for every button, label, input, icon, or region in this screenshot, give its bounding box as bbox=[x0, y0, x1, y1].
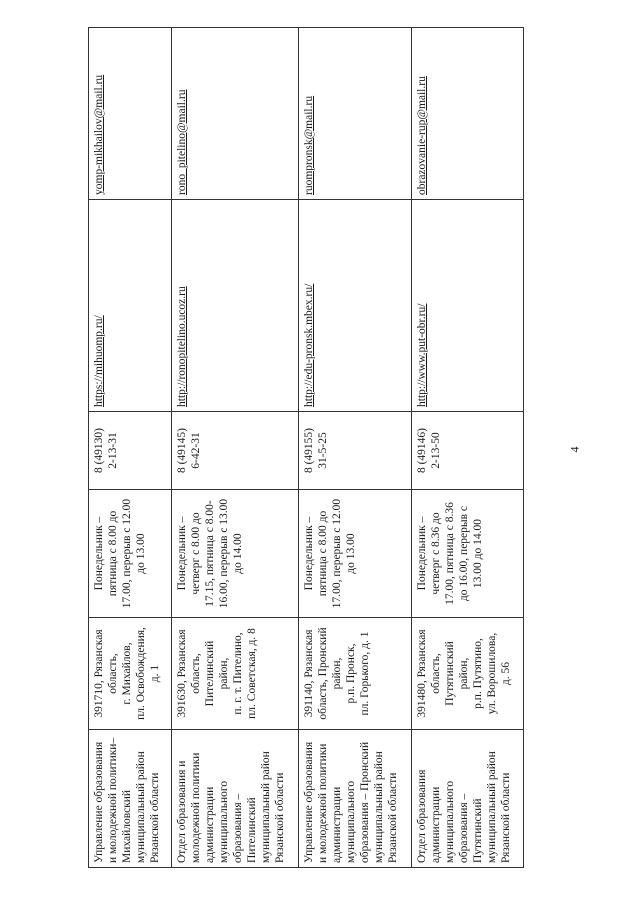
department-name-cell: Управление образования и молодежной политики– Михайловский муниципальный район Рязанской области bbox=[89, 730, 172, 868]
website-cell bbox=[171, 200, 299, 412]
email-cell bbox=[411, 28, 524, 200]
working-hours-cell: Понедельник – четверг с 8.00 до 17.15, пятница с 8.00- 16.00, перерыв с 13.00 до 14.00 bbox=[171, 490, 299, 618]
table-row bbox=[299, 28, 412, 868]
website-cell bbox=[299, 200, 412, 412]
address-cell: 391710, Рязанская область, г. Михайлов, пл. Освобождения, д. 1 bbox=[89, 618, 172, 730]
working-hours-cell: Понедельник – четверг с 8.36 до 17.00, пятница с 8.36 до 16.00, перерыв с 13.00 до 14.00 bbox=[411, 490, 524, 618]
phone-cell: 8 (49130) 2-13-31 bbox=[89, 412, 172, 490]
website-link[interactable]: http://ronopitelino.ucoz.ru bbox=[175, 286, 188, 407]
website-link[interactable]: http://www.put-obr.ru/ bbox=[415, 303, 428, 407]
email-link[interactable]: yomp-mikhailov@mail.ru bbox=[93, 74, 105, 195]
department-name-cell: Отдел образования и молодежной политики администрации муниципального образования – Пителинский муниципальный район Рязанской области bbox=[171, 730, 299, 868]
email-cell bbox=[299, 28, 412, 200]
department-name-cell: Отдел образования администрации муниципального образования – Путятинский муниципальный район Рязанской области bbox=[411, 730, 524, 868]
address-cell: 391630, Рязанская область, Пителинский район, п. г. т. Пителино, пл. Советская, д. 8 bbox=[171, 618, 299, 730]
address-cell: 391140, Рязанская область, Пронский район, р.п. Пронск, пл. Горького, д. 1 bbox=[299, 618, 412, 730]
address-cell: 391480, Рязанская область, Путятинский район, р.п. Путятино, ул. Ворошилова, д. 56 bbox=[411, 618, 524, 730]
email-link[interactable]: ruompronsk@mail.ru bbox=[303, 95, 315, 195]
website-link[interactable]: http://edu-pronsk.mbex.ru/ bbox=[303, 283, 315, 407]
rotated-table-container bbox=[88, 28, 524, 868]
website-cell bbox=[411, 200, 524, 412]
table-row bbox=[171, 28, 299, 868]
table-row bbox=[411, 28, 524, 868]
table-row bbox=[89, 28, 172, 868]
email-cell bbox=[171, 28, 299, 200]
website-link[interactable]: https://mihuomp.ru/ bbox=[93, 315, 105, 407]
working-hours-cell: Понедельник – пятница с 8.00 до 17.00, перерыв с 12.00 до 13.00 bbox=[89, 490, 172, 618]
page-number: 4 bbox=[567, 446, 582, 453]
website-cell bbox=[89, 200, 172, 412]
phone-cell: 8 (49155) 31-5-25 bbox=[299, 412, 412, 490]
phone-cell: 8 (49145) 6-42-31 bbox=[171, 412, 299, 490]
phone-cell: 8 (49146) 2-13-50 bbox=[411, 412, 524, 490]
email-cell bbox=[89, 28, 172, 200]
working-hours-cell: Понедельник – пятница с 8.00 до 17.00, перерыв с 12.00 до 13.00 bbox=[299, 490, 412, 618]
email-link[interactable]: rono_pitelino@mail.ru bbox=[175, 89, 188, 195]
email-link[interactable]: obrazovanie-rup@mail.ru bbox=[415, 76, 428, 195]
department-name-cell: Управление образования и молодежной политики администрации муниципального образования – Пронский муниципальный район Рязанской области bbox=[299, 730, 412, 868]
education-departments-table bbox=[88, 27, 524, 868]
